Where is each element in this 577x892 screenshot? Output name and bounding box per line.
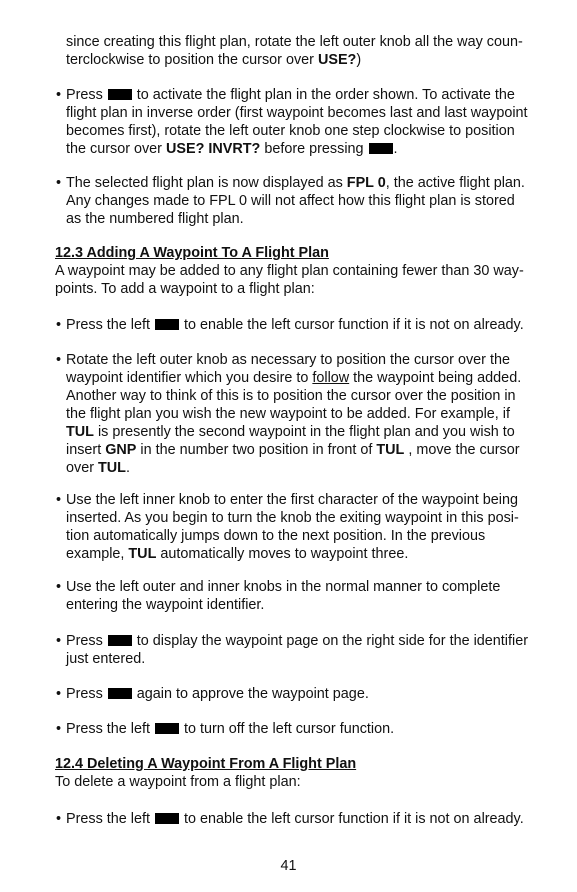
text-line	[66, 441, 520, 459]
text: .	[125, 460, 130, 476]
text: Press	[66, 633, 107, 649]
text: to display the waypoint page on the right side for the identifier	[132, 633, 528, 649]
fpl0-label: FPL 0	[346, 175, 386, 191]
page-number: 41	[280, 858, 297, 874]
text: Press the left	[66, 811, 154, 827]
text-line	[66, 104, 528, 122]
tul-label: TUL	[376, 442, 405, 458]
bullet-item	[56, 810, 524, 828]
text: before pressing	[260, 141, 368, 157]
text: Rotate the left outer knob as necessary to position the cursor over the	[66, 352, 510, 368]
text: Press the left	[66, 317, 154, 333]
text: tion automatically jumps down to the next position. In the previous	[66, 528, 486, 544]
tul-label: TUL	[98, 460, 126, 476]
enter-key-icon	[108, 89, 132, 100]
text-line	[66, 545, 408, 563]
text: terclockwise to position the cursor over	[66, 52, 318, 68]
text: Any changes made to FPL 0 will not affect how this flight plan is stored	[66, 193, 515, 209]
cursor-key-icon	[155, 319, 179, 330]
text-line	[66, 140, 398, 158]
text-line	[66, 527, 485, 545]
text: A waypoint may be added to any flight plan containing fewer than 30 way-	[55, 263, 524, 279]
text-line	[66, 650, 145, 668]
text: The selected flight plan is now displayed as	[66, 175, 347, 191]
text: , move the cursor	[404, 442, 520, 458]
text: Another way to think of this is to position the cursor over the position in	[66, 388, 516, 404]
text: entering the waypoint identifier.	[66, 597, 265, 613]
text: Press	[66, 87, 107, 103]
text: to activate the flight plan in the order shown. To activate the	[132, 87, 515, 103]
bullet-dot: •	[56, 811, 62, 827]
text: Press	[66, 686, 107, 702]
section-heading-12-3: 12.3 Adding A Waypoint To A Flight Plan	[55, 245, 329, 261]
text: inserted. As you begin to turn the knob the exiting waypoint in this posi-	[66, 510, 519, 526]
text: as the numbered flight plan.	[66, 211, 244, 227]
bullet-dot: •	[56, 721, 62, 737]
text: Use the left outer and inner knobs in the normal manner to complete	[66, 579, 501, 595]
tul-label: TUL	[128, 546, 157, 562]
enter-key-icon	[108, 688, 132, 699]
text: )	[356, 52, 362, 68]
bullet-dot: •	[56, 87, 62, 103]
text: is presently the second waypoint in the flight plan and you wish to	[93, 424, 515, 440]
enter-key-icon	[369, 143, 393, 154]
text: the cursor over	[66, 141, 166, 157]
text-line	[66, 33, 523, 51]
text: to enable the left cursor function if it is not on already.	[179, 317, 524, 333]
text: , the active flight plan.	[385, 175, 525, 191]
text: to turn off the left cursor function.	[179, 721, 395, 737]
text-line	[66, 423, 515, 441]
tul-label: TUL	[66, 424, 94, 440]
text: waypoint identifier which you desire to	[66, 370, 313, 386]
text-line	[55, 773, 301, 791]
text-line	[55, 262, 524, 280]
bullet-dot: •	[56, 686, 62, 702]
text: the flight plan you wish the new waypoint to be added. For example, if	[66, 406, 510, 422]
bullet-dot: •	[56, 175, 62, 191]
text: to enable the left cursor function if it is not on already.	[179, 811, 524, 827]
text: automatically moves to waypoint three.	[156, 546, 409, 562]
text-line	[66, 122, 515, 140]
text: .	[393, 141, 398, 157]
text-line	[66, 459, 130, 477]
bullet-dot: •	[56, 352, 62, 368]
text-line	[66, 192, 515, 210]
bullet-dot: •	[56, 317, 62, 333]
cursor-key-icon	[155, 723, 179, 734]
use-invrt-label: USE? INVRT?	[165, 141, 261, 157]
text-line	[55, 280, 315, 298]
bullet-item	[56, 351, 510, 369]
text: Use the left inner knob to enter the first character of the waypoint being	[66, 492, 518, 508]
section-heading-12-4: 12.4 Deleting A Waypoint From A Flight Plan	[55, 756, 357, 772]
text-line	[66, 596, 264, 614]
enter-key-icon	[108, 635, 132, 646]
bullet-item	[56, 316, 524, 334]
text: becomes first), rotate the left outer knob one step clockwise to position	[66, 123, 515, 139]
text-line	[66, 509, 519, 527]
use-label: USE?	[317, 52, 357, 68]
text: again to approve the waypoint page.	[132, 686, 369, 702]
text-line	[66, 210, 244, 228]
text-line	[66, 51, 361, 69]
text-line	[66, 369, 521, 387]
text: To delete a waypoint from a flight plan:	[55, 774, 301, 790]
bullet-item	[56, 174, 525, 192]
text-line	[66, 405, 510, 423]
text: over	[66, 460, 98, 476]
bullet-dot: •	[56, 633, 62, 649]
bullet-item	[56, 578, 500, 596]
text: insert	[66, 442, 106, 458]
bullet-item	[56, 491, 518, 509]
follow-word: follow	[312, 370, 350, 386]
bullet-item	[56, 685, 369, 703]
text: just entered.	[66, 651, 146, 667]
bullet-item	[56, 720, 394, 738]
bullet-item	[56, 632, 528, 650]
text: flight plan in inverse order (first waypoint becomes last and last waypoint	[66, 105, 528, 121]
text-line	[66, 387, 516, 405]
bullet-dot: •	[56, 492, 62, 508]
text: points. To add a waypoint to a flight plan:	[55, 281, 315, 297]
text: example,	[66, 546, 129, 562]
text: Press the left	[66, 721, 154, 737]
cursor-key-icon	[155, 813, 179, 824]
gnp-label: GNP	[105, 442, 137, 458]
bullet-item	[56, 86, 515, 104]
text: the waypoint being added.	[349, 370, 522, 386]
text: in the number two position in front of	[136, 442, 377, 458]
text: since creating this flight plan, rotate the left outer knob all the way coun-	[66, 34, 523, 50]
bullet-dot: •	[56, 579, 62, 595]
